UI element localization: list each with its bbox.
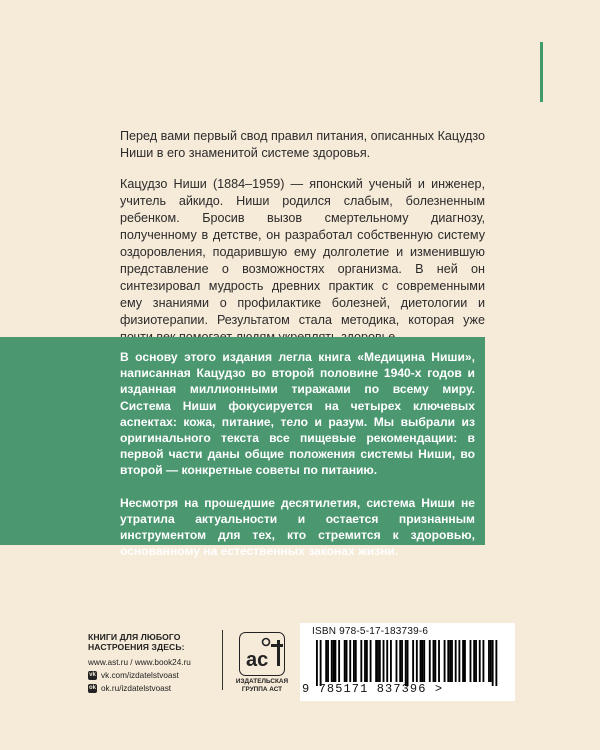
barcode-bar [349,640,351,682]
barcode-bar [370,640,372,682]
barcode-bar [399,640,401,682]
ok-link[interactable]: ok.ru/izdatelstvoast [101,684,172,693]
barcode-bar [455,640,457,682]
barcode-bar [333,640,335,682]
barcode-bar [335,640,337,682]
barcode-bar [331,640,333,682]
barcode-bar [366,640,368,682]
barcode-bar [325,640,327,682]
barcode-bar [438,640,440,682]
barcode-bar [495,640,497,686]
barcode-digits: 9 785171 837396 > [302,682,444,696]
vk-link-row[interactable] [88,670,238,681]
promo-sites-link[interactable]: www.ast.ru / www.book24.ru [88,658,191,667]
barcode-bar [423,640,425,682]
barcode-bar [488,640,490,682]
publisher-logo [228,632,296,694]
barcode-bar [475,640,477,682]
barcode-bar [458,640,460,682]
vk-link[interactable]: vk.com/izdatelstvoast [101,671,179,680]
barcode-bar [355,640,357,682]
green-paragraph-1: В основу этого издания легла книга «Медицина Ниши», написанная Кацудзо во второй половине 1940-х годов и изданная миллионными тиражами по всему миру. Система Ниши фокусируется на четырех ключевых аспектах: кожа, питание, тело и разум. Мы выбрали из оригинального текста все пищевые рекомендации: в первой части даны общие положения системы Ниши, во второй — конкретные советы по питанию. [120,350,475,478]
barcode-bar [479,640,481,682]
barcode-bar [396,640,398,682]
barcode-bar [492,640,494,686]
barcode-block [300,623,515,701]
footer-divider [222,630,223,690]
ok-icon: ok [88,685,96,691]
spine-accent-line [540,42,543,102]
ast-logo-mark: ас [246,649,269,671]
barcode-bar [383,640,385,682]
back-cover-footer [0,626,600,750]
barcode-bar [346,640,348,682]
ok-link-row[interactable] [88,683,238,694]
promo-title-line-1: КНИГИ ДЛЯ ЛЮБОГО [88,632,181,642]
logo-caption-line-1: ИЗДАТЕЛЬСКАЯ [235,678,289,685]
barcode-bar [434,640,436,682]
barcode-bar [407,640,409,686]
barcode-bar [449,640,451,682]
barcode-graphic [314,640,504,686]
green-paragraph-2: Несмотря на прошедшие десятилетия, система Ниши не утратила актуальности и остается признанным инструментом для тех, кто стремится к здоровью, основанному на естественных законах жизни. [120,495,475,559]
barcode-bar [377,640,379,682]
barcode-bar [320,640,322,686]
barcode-bar [327,640,329,682]
intro-paragraph-1: Перед вами первый свод правил питания, описанных Кацудзо Ниши в его знаменитой системе здоровья. [120,129,485,160]
intro-paragraph-2: Кацудзо Ниши (1884–1959) — японский ученый и инженер, учитель айкидо. Ниши родился слабым, болезненным ребенком. Бросив вызов смертельному диагнозу, полученному в детстве, он разработал собственную систему оздоровления, подарившую ему долголетие и изменившую представление о возможностях организма. В ней он синтезировал мудрость древних практик с современными ему знаниями о профилактике болезней, диетологии и физиотерапии. Результатом стала методика, которая уже [120,177,485,327]
barcode-bar [412,640,414,682]
barcode-bar [338,640,340,682]
barcode-bar [316,640,318,686]
barcode-bar [451,640,453,682]
promo-title-line-2: НАСТРОЕНИЯ ЗДЕСЬ: [88,642,185,652]
barcode-bar [421,640,423,682]
barcode-bar [473,640,475,682]
barcode-bar [444,640,446,682]
green-highlight-block [0,337,485,559]
logo-caption [228,678,296,694]
barcode-bar [364,640,366,682]
barcode-bar [405,640,407,686]
barcode-bar [360,640,362,682]
promo-title [88,632,238,652]
intro-text [120,128,485,360]
barcode-bar [344,640,346,682]
barcode-bar [483,640,485,682]
barcode-bar [447,640,449,682]
barcode-bar [462,640,464,682]
ast-logo-icon [239,632,285,676]
barcode-bar [490,640,492,682]
barcode-bar [420,640,422,682]
isbn-label: ISBN 978-5-17-183739-6 [312,626,429,637]
barcode-bar [416,640,418,682]
barcode-bar [375,640,377,682]
barcode-bar [429,640,431,682]
promo-block [88,632,238,694]
barcode-bar [470,640,472,682]
barcode-bar [401,640,403,682]
barcode-bar [353,640,355,682]
vk-icon: vk [89,672,96,678]
barcode-bar [464,640,466,682]
barcode-bar [379,640,381,682]
barcode-bar [433,640,435,682]
logo-caption-line-2: ГРУППА АСТ [241,686,283,693]
barcode-bar [386,640,388,682]
barcode-bar [390,640,392,682]
